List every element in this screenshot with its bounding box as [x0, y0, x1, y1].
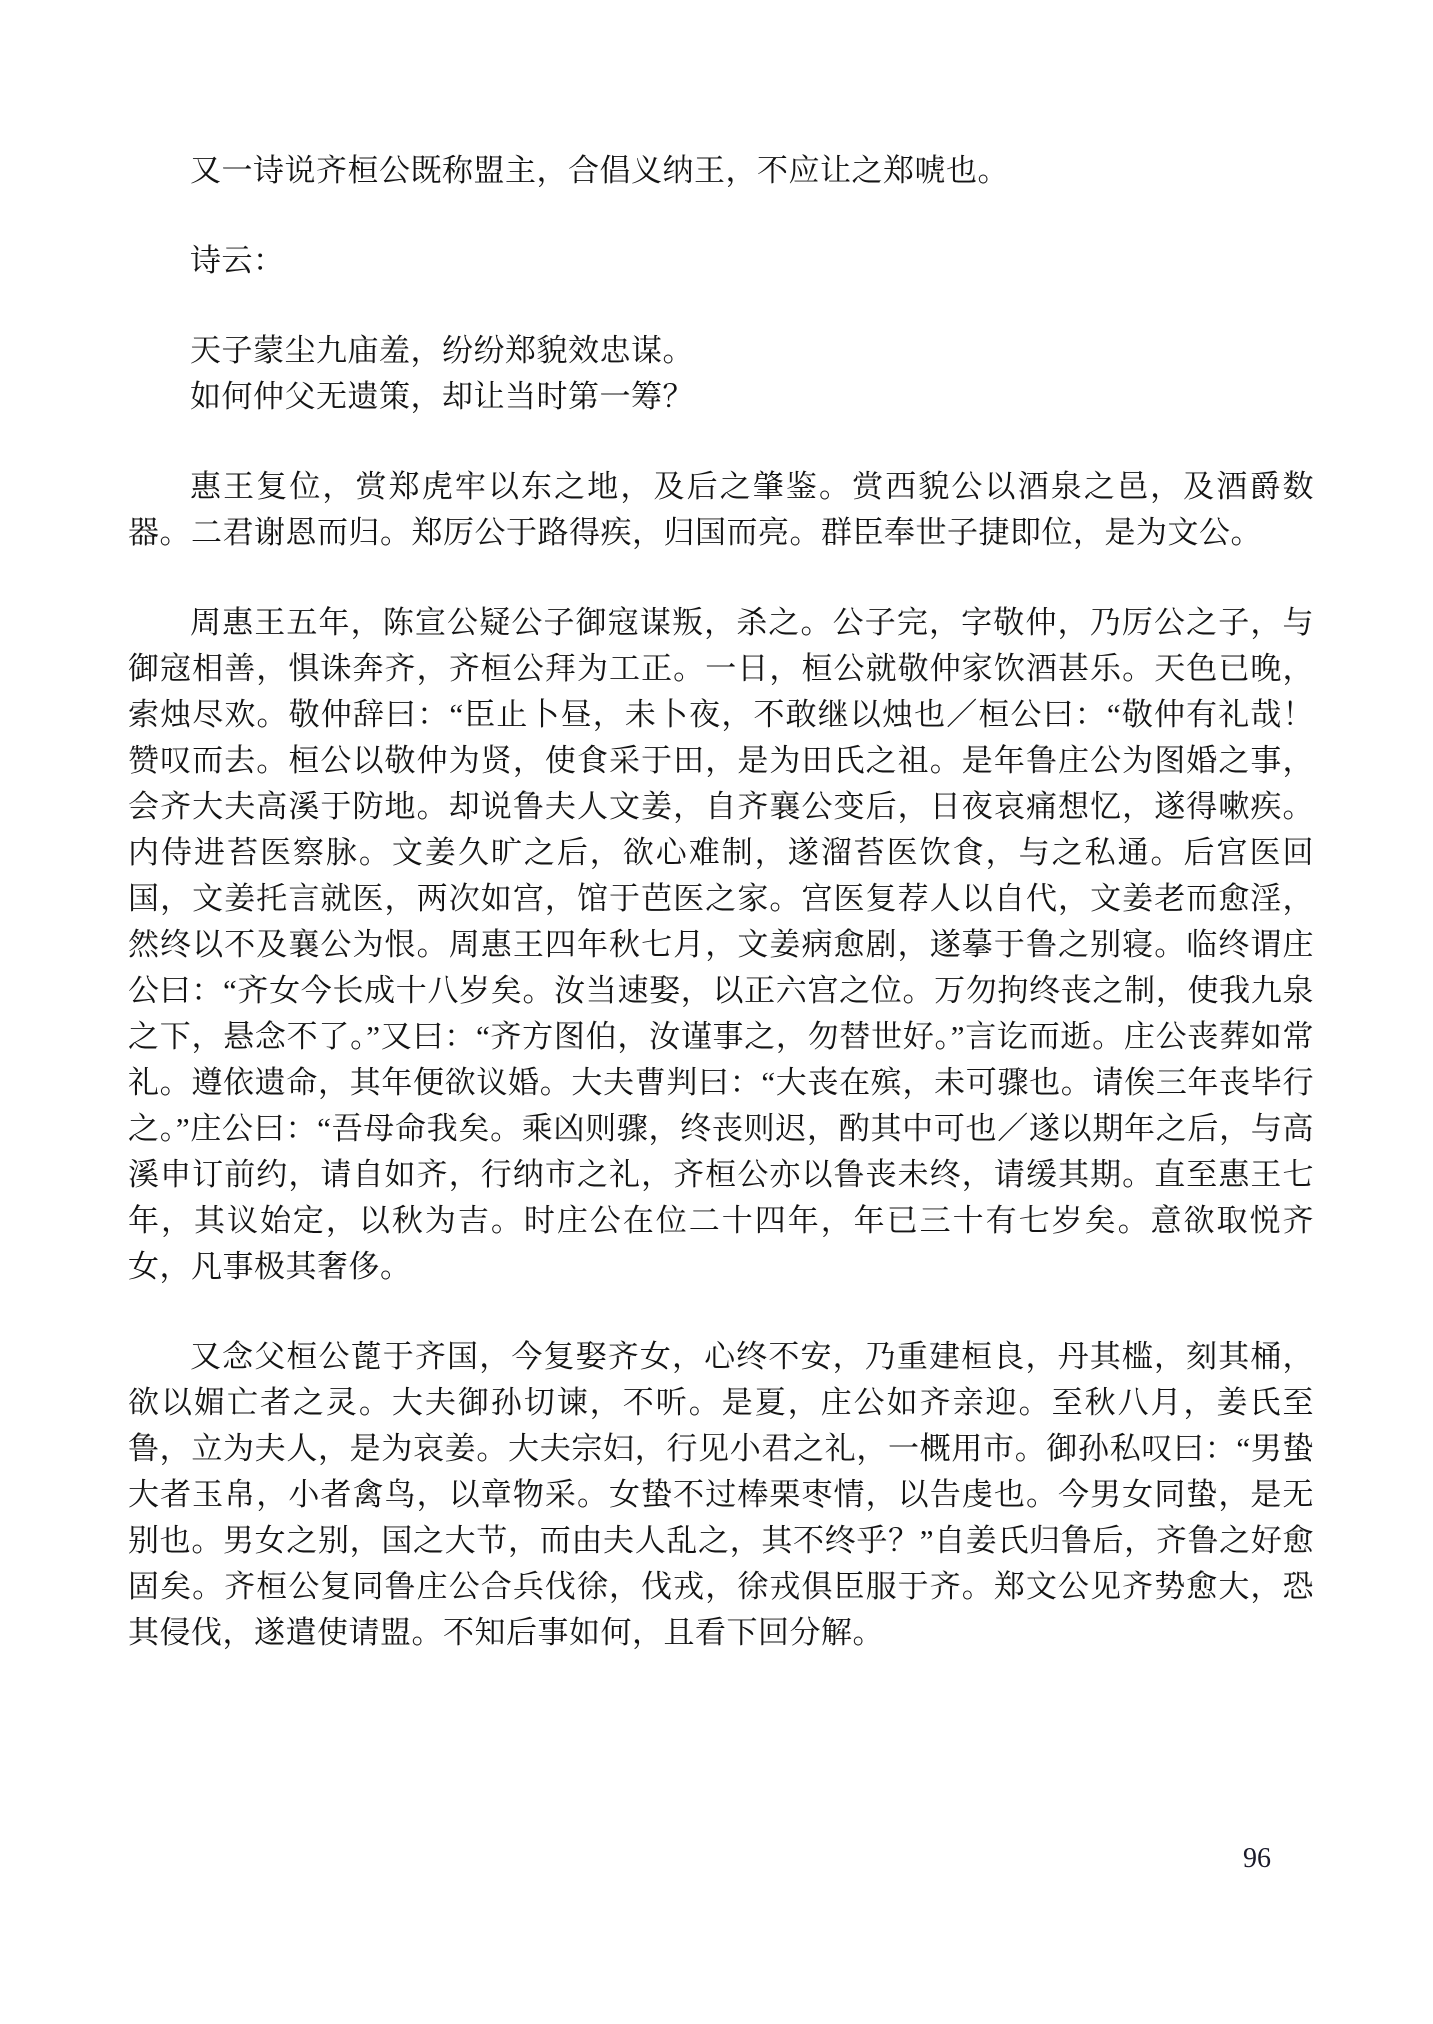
paragraph-zhou-huiwang-fifth-year: 周惠王五年，陈宣公疑公子御寇谋叛，杀之。公子完，字敬仲，乃厉公之子，与御寇相善，惧诛奔齐，齐桓公拜为工正。一日，桓公就敬仲家饮酒甚乐。天色已晚，索烛尽欢。敬仲辞曰：“臣止卜昼，未卜夜，不敢继以烛也／桓公曰：“敬仲有礼哉！赞叹而去。桓公以敬仲为贤，使食采于田，是为田氏之祖。是年鲁庄公为图婚之事，会齐大夫高溪于防地。却说鲁夫人文姜，自齐襄公变后，日夜哀痛想忆，遂得嗽疾。内侍进苔医察脉。文姜久旷之后，欲心难制，遂溜苔医饮食，与之私通。后宫医回国，文姜托言就医，两次如宫，馆于芭医之家。宫医复荐人以自代，文姜老而愈淫，然终以不及襄公为恨。周惠王四年秋七月，文姜病愈剧，遂摹于鲁之别寝。临终谓庄公曰：“齐女今长成十八岁矣。汝当速娶，以正六宫之位。万勿拘终丧之制，使我九泉之下，悬念不了。”又曰：“齐方图伯，汝谨事之，勿替世好。”言讫而逝。庄公丧葬如常礼。遵依遗命，其年便欲议婚。大夫曹判曰：“大丧在殡，未可骤也。请俟三年丧毕行之。”庄公曰：“吾母命我矣。乘凶则骤，终丧则迟，酌其中可也／遂以期年之后，与高溪申订前约，请自如齐，行纳市之礼，齐桓公亦以鲁丧未终，请缓其期。直至惠王七年，其议始定，以秋为吉。时庄公在位二十四年，年已三十有七岁矣。意欲取悦齐女，凡事极其奢侈。 [128, 605, 1314, 1284]
poem-line: 天子蒙尘九庙羞，纷纷郑貌效忠谋。 [190, 333, 694, 368]
page-number: 96 [1243, 1843, 1271, 1874]
text-block [128, 148, 1314, 1700]
paragraph-huiwang-restoration: 惠王复位，赏郑虎牢以东之地，及后之肇鉴。赏西貌公以酒泉之邑，及酒爵数器。二君谢恩而归。郑厉公于路得疾，归国而亮。群臣奉世子捷即位，是为文公。 [128, 469, 1314, 550]
poem-label: 诗云： [190, 243, 285, 278]
paragraph-intro: 又一诗说齐桓公既称盟主，合倡义纳王，不应让之郑唬也。 [190, 153, 1009, 188]
paragraph-rebuilding-and-wedding: 又念父桓公蓖于齐国，今复娶齐女，心终不安，乃重建桓良，丹其槛，刻其桶，欲以媚亡者之灵。大夫御孙切谏，不听。是夏，庄公如齐亲迎。至秋八月，姜氏至鲁，立为夫人，是为哀姜。大夫宗妇，行见小君之礼，一概用市。御孙私叹曰：“男蛰大者玉帛，小者禽鸟，以章物采。女蛰不过棒栗枣情，以告虔也。今男女同蛰，是无别也。男女之别，国之大节，而由夫人乱之，其不终乎？”自姜氏归鲁后，齐鲁之好愈固矣。齐桓公复同鲁庄公合兵伐徐，伐戎，徐戎俱臣服于齐。郑文公见齐势愈大，恐其侵伐，遂遣使请盟。不知后事如何，且看下回分解。 [128, 1339, 1314, 1650]
poem-line: 如何仲父无遗策，却让当时第一筹？ [190, 379, 694, 414]
poem [128, 328, 1314, 420]
